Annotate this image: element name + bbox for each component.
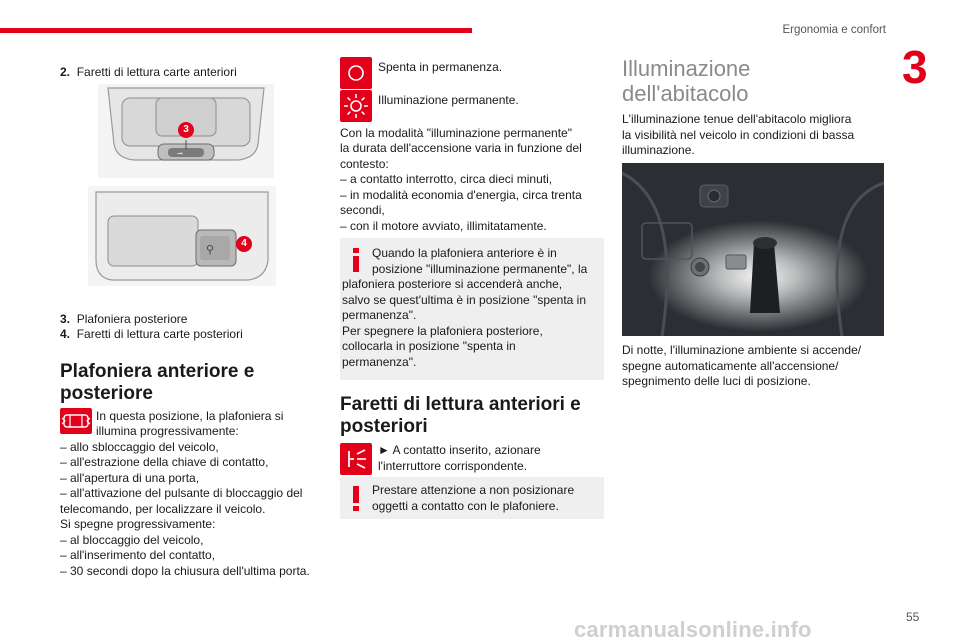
section-heading: Faretti di lettura anteriori e (340, 394, 581, 415)
caption-text-line: Di notte, l'illuminazione ambiente si accende/ (622, 343, 862, 357)
body-text-line: – allo sbloccaggio del veicolo, (60, 440, 219, 454)
body-text-line: – a contatto interrotto, circa dieci minuti, (340, 172, 553, 186)
page-number: 55 (906, 610, 920, 624)
item-number: 2. (60, 65, 71, 79)
door-mode-icon (60, 408, 92, 434)
item-text: Faretti di lettura carte posteriori (76, 327, 243, 341)
warning-note (340, 477, 604, 519)
note-text-line: plafoniera posteriore si accenderà anche, (342, 277, 563, 291)
note-text-line: permanenza". (342, 355, 417, 369)
caption-text-line: spegne automaticamente all'accensione/ (622, 359, 839, 373)
item-number: 3. (60, 312, 71, 326)
svg-text:⚲: ⚲ (206, 243, 215, 256)
header-accent-bar (0, 28, 472, 33)
chapter-number: 3 (902, 41, 928, 93)
caption-text-line: spegnimento delle luci di posizione. (622, 374, 811, 388)
body-text-line: telecomando, per localizzare il veicolo. (60, 502, 266, 516)
item-text: Plafoniera posteriore (76, 312, 188, 326)
item-text: Faretti di lettura carte anteriori (76, 65, 237, 79)
section-heading: posteriore (60, 383, 153, 404)
info-note (340, 238, 604, 380)
item-number: 4. (60, 327, 71, 341)
warning-text-line: Prestare attenzione a non posizionare (372, 483, 575, 497)
callout-3: 3 (178, 122, 194, 138)
lamp-on-icon (340, 90, 372, 122)
note-text-line: collocarla in posizione "spenta in (342, 339, 516, 353)
note-text-line: posizione "illuminazione permanente", la (372, 262, 588, 276)
body-text-line: contesto: (340, 157, 389, 171)
action-text-line: ► A contatto inserito, azionare (378, 443, 541, 457)
body-text-line: la durata dell'accensione varia in funzione del (340, 141, 582, 155)
off-mode-text: Spenta in permanenza. (378, 60, 503, 74)
intro-text-line: la visibilità nel veicolo in condizioni di bassa (622, 128, 855, 142)
body-text-line: Si spegne progressivamente: (60, 517, 216, 531)
section-heading: posteriori (340, 416, 428, 437)
action-text-line: l'interruttore corrispondente. (378, 459, 528, 473)
svg-text:⊸: ⊸ (177, 149, 183, 158)
front-lamp-illustration (98, 84, 274, 178)
section-title-line: Illuminazione (622, 56, 751, 81)
body-text-line: – all'apertura di una porta, (60, 471, 200, 485)
intro-text-line: illuminazione. (622, 143, 695, 157)
on-mode-text: Illuminazione permanente. (378, 93, 519, 107)
body-text-line: – all'attivazione del pulsante di bloccaggio del (60, 486, 303, 500)
note-text-line: Quando la plafoniera anteriore è in (372, 246, 557, 260)
body-text-line: – all'inserimento del contatto, (60, 548, 216, 562)
note-text-line: permanenza". (342, 308, 417, 322)
body-text-line: – con il motore avviato, illimitatamente. (340, 219, 547, 233)
watermark: carmanualsonline.info (574, 617, 812, 640)
warning-icon (353, 486, 359, 512)
list-item (60, 65, 237, 80)
intro-text-line: L'illuminazione tenue dell'abitacolo migliora (622, 112, 852, 126)
rear-lamp-illustration (88, 186, 276, 286)
callout-4: 4 (236, 236, 252, 252)
warning-text-line: oggetti a contatto con le plafoniere. (372, 499, 559, 513)
info-icon (353, 248, 359, 272)
lamp-off-icon (340, 57, 372, 89)
list-item (60, 312, 187, 327)
body-text-line: – al bloccaggio del veicolo, (60, 533, 204, 547)
body-text-line: – in modalità economia d'energia, circa trenta (340, 188, 582, 202)
section-heading: Plafoniera anteriore e (60, 361, 255, 382)
note-text-line: salvo se quest'ultima è in posizione "spenta in (342, 293, 587, 307)
body-text-line: Con la modalità "illuminazione permanente" (340, 126, 572, 140)
body-text-line: illumina progressivamente: (96, 424, 239, 438)
ambient-lighting-photo (622, 163, 884, 336)
note-text-line: Per spegnere la plafoniera posteriore, (342, 324, 543, 338)
section-title: Ergonomia e confort (782, 24, 886, 36)
list-item (60, 327, 243, 342)
body-text-line: In questa posizione, la plafoniera si (96, 409, 284, 423)
section-title-line: dell'abitacolo (622, 81, 749, 106)
body-text-line: – all'estrazione della chiave di contatto, (60, 455, 269, 469)
reading-lamp-icon (340, 443, 372, 475)
body-text-line: secondi, (340, 203, 385, 217)
body-text-line: – 30 secondi dopo la chiusura dell'ultima porta. (60, 564, 310, 578)
